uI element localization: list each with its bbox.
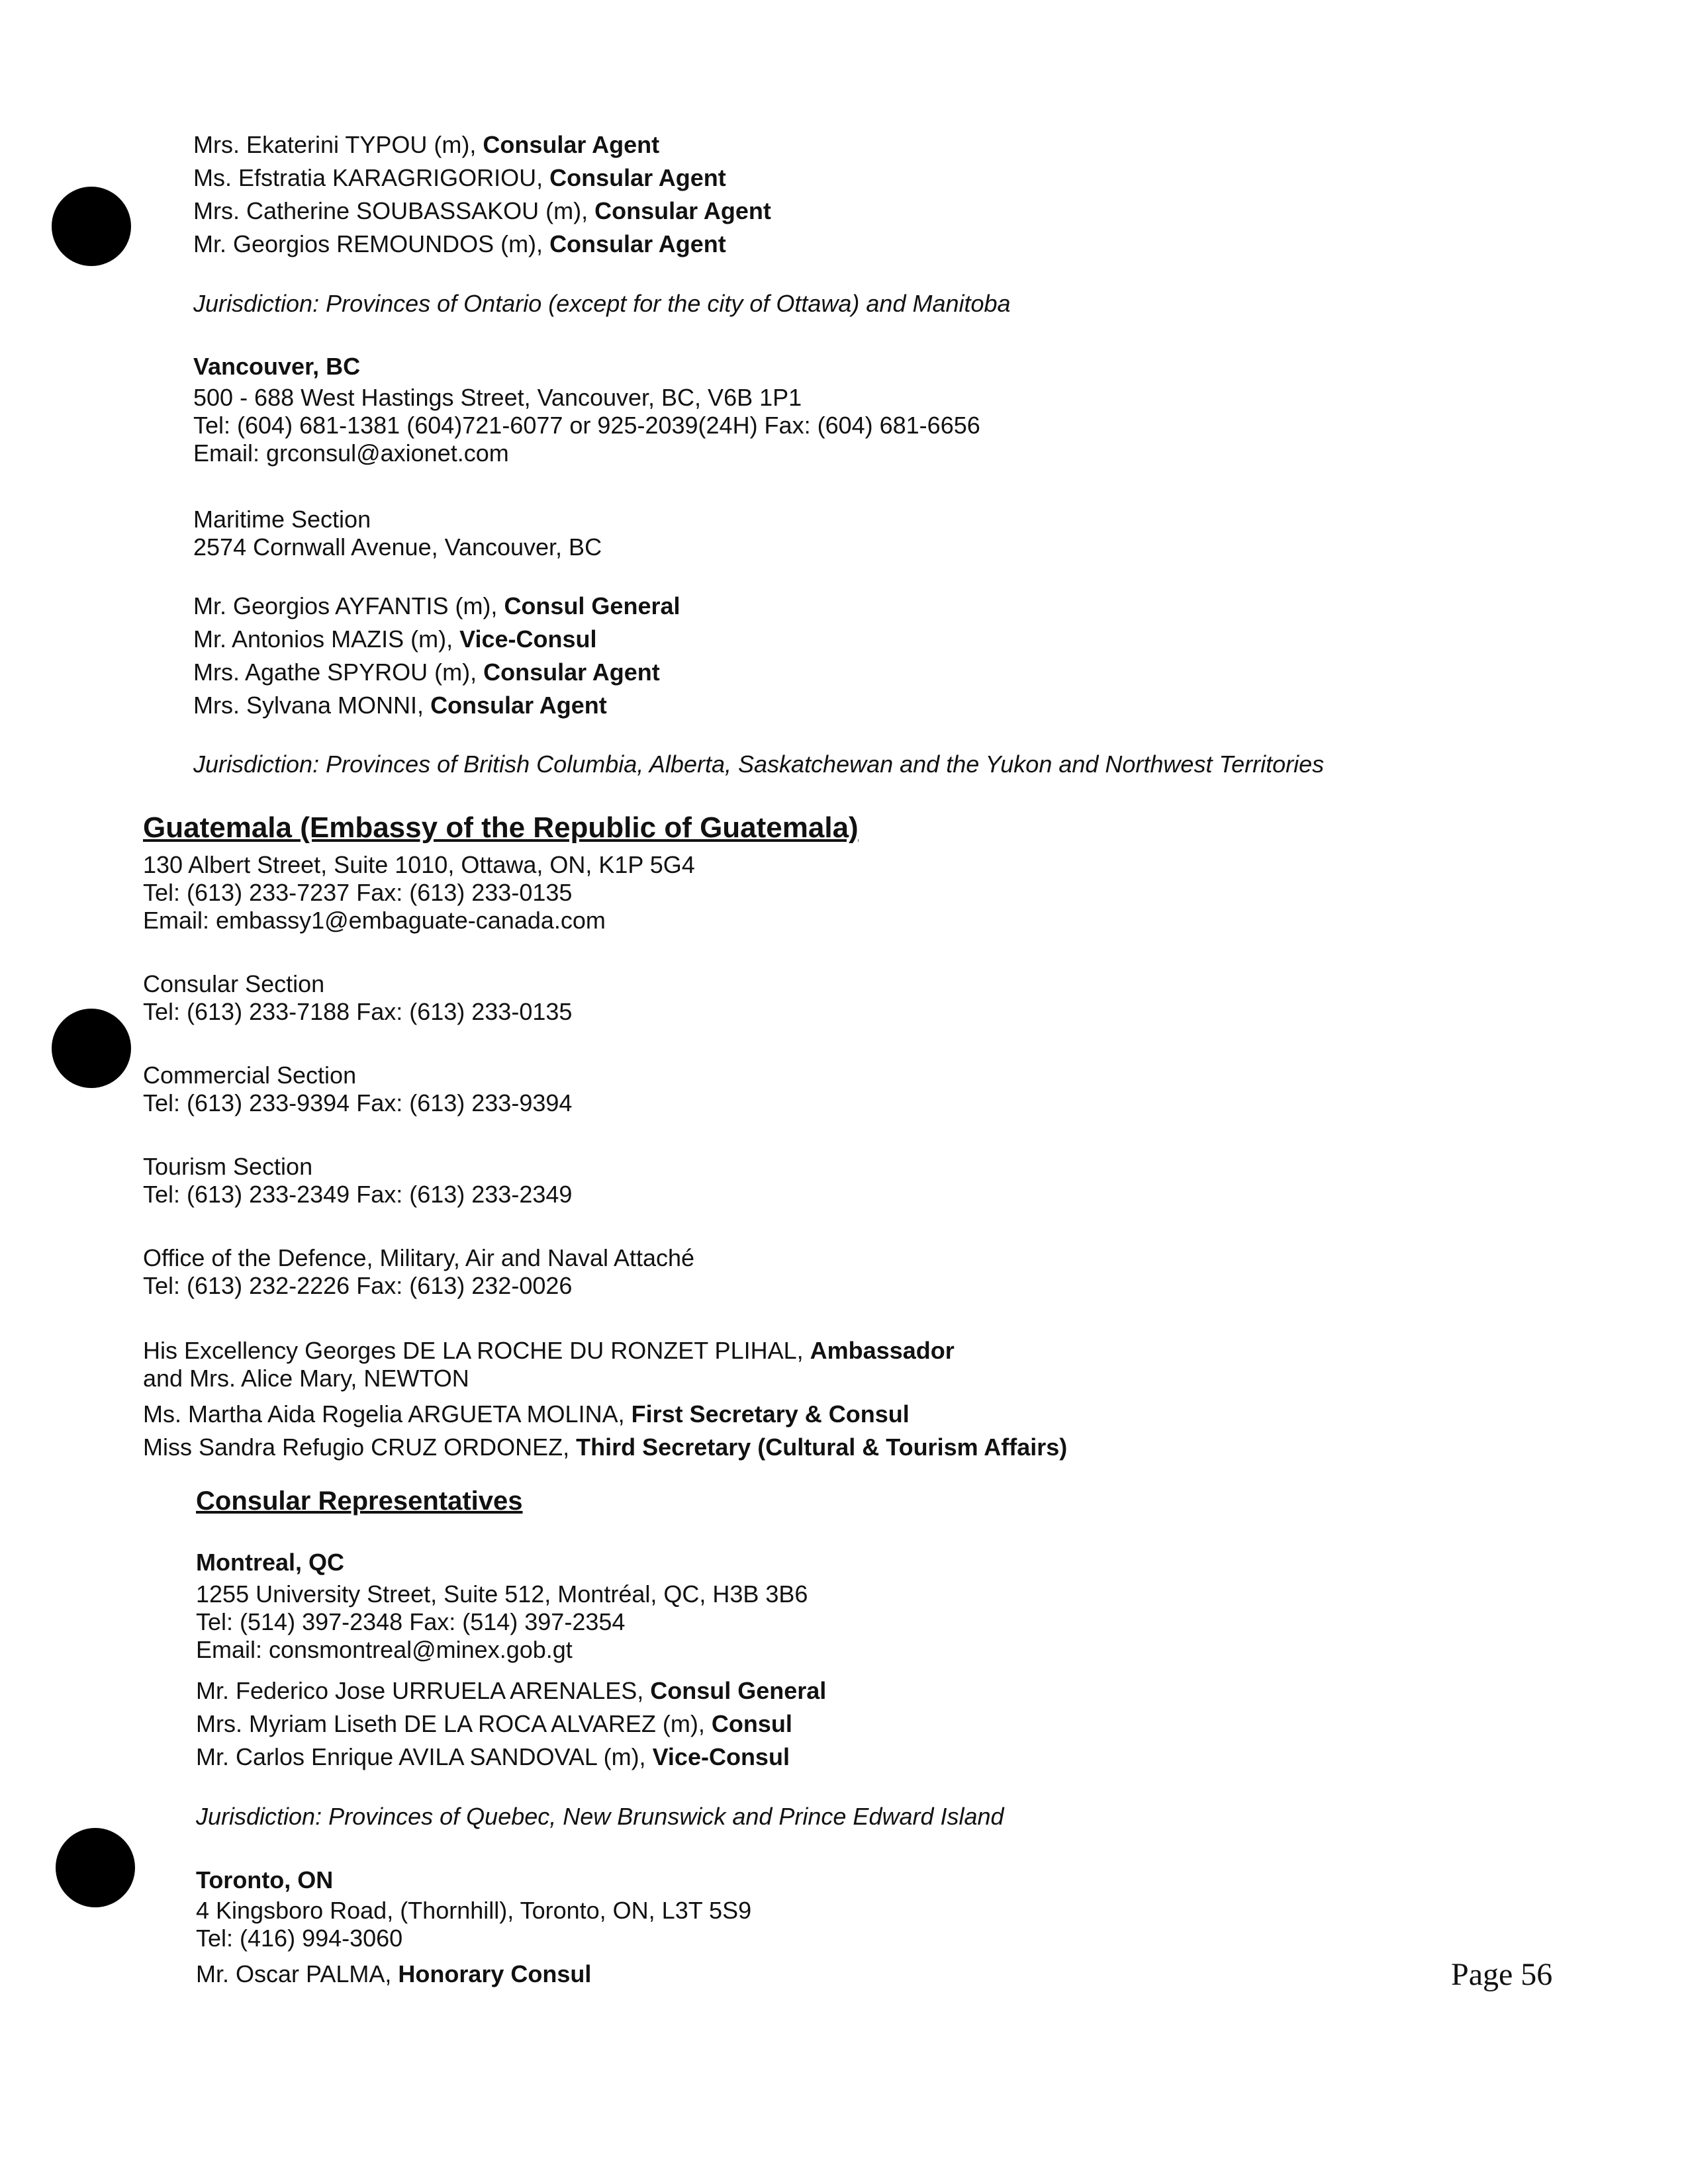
staff-line: Miss Sandra Refugio CRUZ ORDONEZ, Third Secretary (Cultural & Tourism Affairs): [143, 1433, 1068, 1461]
page-number: Page 56: [1451, 1957, 1553, 1992]
section-label: Maritime Section: [193, 506, 371, 533]
jurisdiction-text: Jurisdiction: Provinces of Quebec, New Brunswick and Prince Edward Island: [196, 1803, 1004, 1830]
staff-line: Mr. Federico Jose URRUELA ARENALES, Consul General: [196, 1677, 827, 1704]
email-text: Email: grconsul@axionet.com: [193, 439, 509, 467]
staff-line: Mr. Carlos Enrique AVILA SANDOVAL (m), Vice-Consul: [196, 1743, 790, 1770]
jurisdiction-text: Jurisdiction: Provinces of British Columbia, Alberta, Saskatchewan and the Yukon and Northwest Territories: [193, 751, 1325, 778]
city-heading: Montreal, QC: [196, 1549, 345, 1576]
staff-line: Ms. Martha Aida Rogelia ARGUETA MOLINA, First Secretary & Consul: [143, 1400, 910, 1428]
jurisdiction-text: Jurisdiction: Provinces of Ontario (except for the city of Ottawa) and Manitoba: [193, 290, 1011, 317]
staff-line: Ms. Efstratia KARAGRIGORIOU, Consular Agent: [193, 164, 726, 191]
staff-line: Mr. Oscar PALMA, Honorary Consul: [196, 1960, 592, 1987]
city-heading: Toronto, ON: [196, 1866, 334, 1893]
section-label: Consular Section: [143, 970, 325, 997]
city-heading: Vancouver, BC: [193, 353, 361, 380]
phone-text: Tel: (604) 681-1381 (604)721-6077 or 925-2039(24H) Fax: (604) 681-6656: [193, 412, 980, 439]
staff-line: Mrs. Agathe SPYROU (m), Consular Agent: [193, 659, 660, 686]
punch-hole-middle: [52, 1009, 131, 1088]
staff-line: Mrs. Sylvana MONNI, Consular Agent: [193, 692, 607, 719]
email-text: Email: consmontreal@minex.gob.gt: [196, 1636, 573, 1663]
staff-line: Mr. Georgios REMOUNDOS (m), Consular Agent: [193, 230, 726, 257]
address-text: 130 Albert Street, Suite 1010, Ottawa, ON, K1P 5G4: [143, 851, 695, 878]
staff-line: Mrs. Catherine SOUBASSAKOU (m), Consular Agent: [193, 197, 771, 224]
phone-text: Tel: (613) 232-2226 Fax: (613) 232-0026: [143, 1272, 573, 1299]
address-text: 1255 University Street, Suite 512, Montréal, QC, H3B 3B6: [196, 1580, 808, 1608]
staff-line: Mrs. Myriam Liseth DE LA ROCA ALVAREZ (m), Consul: [196, 1710, 792, 1737]
staff-line: and Mrs. Alice Mary, NEWTON: [143, 1365, 469, 1392]
section-label: Commercial Section: [143, 1062, 357, 1089]
phone-text: Tel: (613) 233-9394 Fax: (613) 233-9394: [143, 1089, 573, 1116]
staff-line: Mr. Georgios AYFANTIS (m), Consul General: [193, 592, 680, 619]
staff-line: His Excellency Georges DE LA ROCHE DU RONZET PLIHAL, Ambassador: [143, 1337, 955, 1364]
email-text: Email: embassy1@embaguate-canada.com: [143, 907, 606, 934]
punch-hole-top: [52, 187, 131, 266]
staff-line: Mrs. Ekaterini TYPOU (m), Consular Agent: [193, 131, 660, 158]
phone-text: Tel: (514) 397-2348 Fax: (514) 397-2354: [196, 1608, 626, 1635]
address-text: 4 Kingsboro Road, (Thornhill), Toronto, ON, L3T 5S9: [196, 1897, 752, 1924]
phone-text: Tel: (613) 233-7237 Fax: (613) 233-0135: [143, 879, 573, 906]
address-text: 500 - 688 West Hastings Street, Vancouver, BC, V6B 1P1: [193, 384, 802, 411]
phone-text: Tel: (613) 233-2349 Fax: (613) 233-2349: [143, 1181, 573, 1208]
address-text: 2574 Cornwall Avenue, Vancouver, BC: [193, 533, 602, 561]
country-heading: Guatemala (Embassy of the Republic of Guatemala): [143, 811, 859, 844]
consular-reps-heading: Consular Representatives: [196, 1486, 523, 1516]
phone-text: Tel: (613) 233-7188 Fax: (613) 233-0135: [143, 998, 573, 1025]
section-label: Office of the Defence, Military, Air and Naval Attaché: [143, 1244, 695, 1271]
phone-text: Tel: (416) 994-3060: [196, 1925, 403, 1952]
punch-hole-bottom: [56, 1828, 135, 1907]
staff-line: Mr. Antonios MAZIS (m), Vice-Consul: [193, 625, 597, 653]
section-label: Tourism Section: [143, 1153, 313, 1180]
